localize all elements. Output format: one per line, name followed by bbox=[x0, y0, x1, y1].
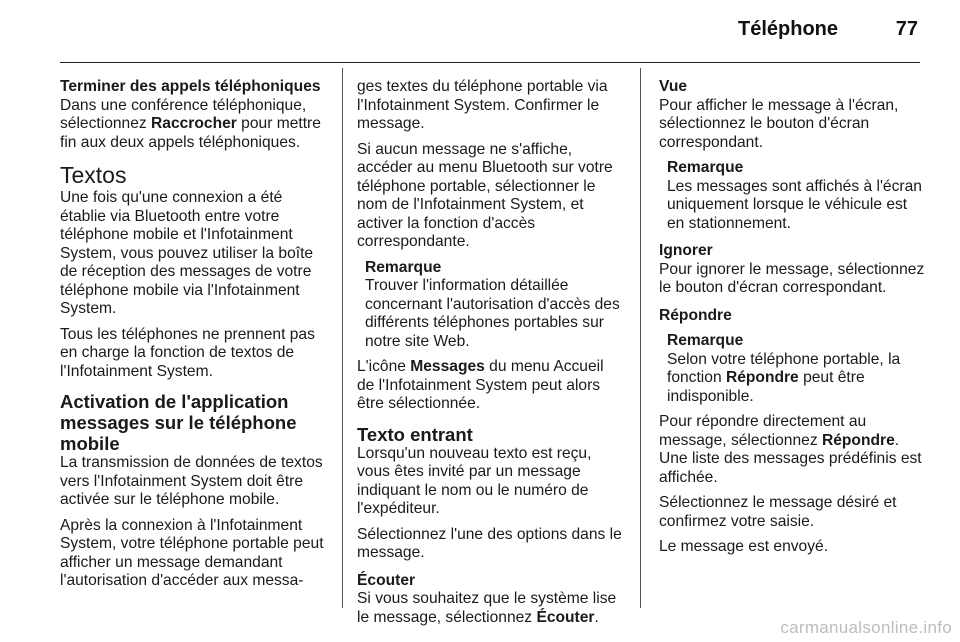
page-header bbox=[60, 0, 920, 63]
bold-term: Raccrocher bbox=[151, 115, 237, 132]
text: . bbox=[594, 608, 599, 626]
note-title: Remarque bbox=[667, 332, 744, 349]
text: Selon votre téléphone portable, la fonction bbox=[667, 350, 901, 386]
paragraph: Pour afficher le message à l'écran, sélectionnez le bouton d'écran correspondant. bbox=[659, 96, 899, 151]
paragraph: ges textes du téléphone portable via l'Infotainment System. Confirmer le message. bbox=[357, 78, 608, 132]
note-text bbox=[667, 351, 927, 407]
text: Pour répondre directement au message, sélectionnez bbox=[659, 413, 867, 449]
text: peut être indisponible. bbox=[667, 369, 865, 405]
column-divider bbox=[640, 68, 641, 608]
paragraph: Le message est envoyé. bbox=[659, 538, 829, 555]
section-heading-view: Vue bbox=[659, 78, 688, 95]
section-heading-ignore: Ignorer bbox=[659, 242, 713, 259]
section-heading-activation: Activation de l'application messages sur le téléphone mobile bbox=[60, 391, 297, 454]
note-box bbox=[365, 259, 625, 352]
page-number: 77 bbox=[895, 18, 918, 40]
note-text: Trouver l'information détaillée concernant l'autorisation d'accès des différents téléphones portables sur notre site Web. bbox=[365, 277, 620, 350]
text: pour mettre fin aux deux appels téléphoniques. bbox=[60, 115, 321, 151]
note-box bbox=[667, 332, 927, 406]
paragraph: Une fois qu'une connexion a été établie via Bluetooth entre votre téléphone mobile et l'Infotainment System, vous pouvez utiliser la boîte de réception des messages de votre téléphone mobile via l'Infotainment System. bbox=[60, 189, 314, 317]
text: Dans une conférence téléphonique, sélectionnez bbox=[60, 96, 307, 132]
note-box bbox=[667, 159, 927, 233]
paragraph bbox=[60, 97, 328, 153]
paragraph: Si aucun message ne s'affiche, accéder au menu Bluetooth sur votre téléphone portable, sélectionner le nom de l'Infotainment System, et activer la fonction d'accès correspondante. bbox=[357, 140, 613, 250]
column-middle bbox=[357, 78, 625, 634]
text: L'icône bbox=[357, 358, 411, 375]
paragraph: Tous les téléphones ne prennent pas en charge la fonction de textos de l'Infotainment System. bbox=[60, 325, 315, 380]
note-title: Remarque bbox=[667, 159, 744, 176]
paragraph: Sélectionnez l'une des options dans le message. bbox=[357, 525, 622, 561]
paragraph: Sélectionnez le message désiré et confirmez votre saisie. bbox=[659, 494, 897, 530]
text: du menu Accueil de l'Infotainment System peut alors être sélectionnée. bbox=[357, 358, 604, 412]
watermark-text: carmanualsonline.info bbox=[780, 618, 952, 637]
bold-term: Répondre bbox=[821, 431, 895, 449]
page-title: Téléphone bbox=[737, 18, 838, 40]
bold-term: Répondre bbox=[725, 369, 799, 386]
column-right bbox=[659, 78, 927, 564]
paragraph: Lorsqu'un nouveau texto est reçu, vous êtes invité par un message indiquant le nom ou le numéro de l'expéditeur. bbox=[357, 444, 592, 517]
section-heading-end-calls: Terminer des appels téléphoniques bbox=[60, 78, 321, 95]
paragraph bbox=[357, 358, 625, 414]
section-heading-reply: Répondre bbox=[659, 306, 732, 324]
column-divider bbox=[342, 68, 343, 608]
note-title: Remarque bbox=[365, 258, 442, 276]
bold-term: Écouter bbox=[536, 608, 595, 626]
paragraph: La transmission de données de textos vers l'Infotainment System doit être activée sur le téléphone mobile. bbox=[60, 454, 323, 508]
paragraph: Pour ignorer le message, sélectionnez le bouton d'écran correspondant. bbox=[659, 260, 925, 296]
bold-term: Messages bbox=[410, 358, 485, 375]
paragraph: Après la connexion à l'Infotainment System, votre téléphone portable peut afficher un message demandant l'autorisation d'accéder aux messa- bbox=[60, 516, 324, 589]
section-heading-textos: Textos bbox=[60, 162, 127, 188]
text: . Une liste des messages prédéfinis est affichée. bbox=[659, 431, 922, 486]
paragraph bbox=[357, 590, 625, 627]
paragraph bbox=[659, 413, 927, 487]
section-heading-incoming: Texto entrant bbox=[357, 423, 473, 445]
section-heading-listen: Écouter bbox=[357, 571, 416, 589]
note-text: Les messages sont affichés à l'écran uniquement lorsque le véhicule est en stationnement. bbox=[667, 177, 922, 232]
text: Si vous souhaitez que le système lise le message, sélectionnez bbox=[357, 590, 617, 626]
column-left bbox=[60, 78, 328, 598]
